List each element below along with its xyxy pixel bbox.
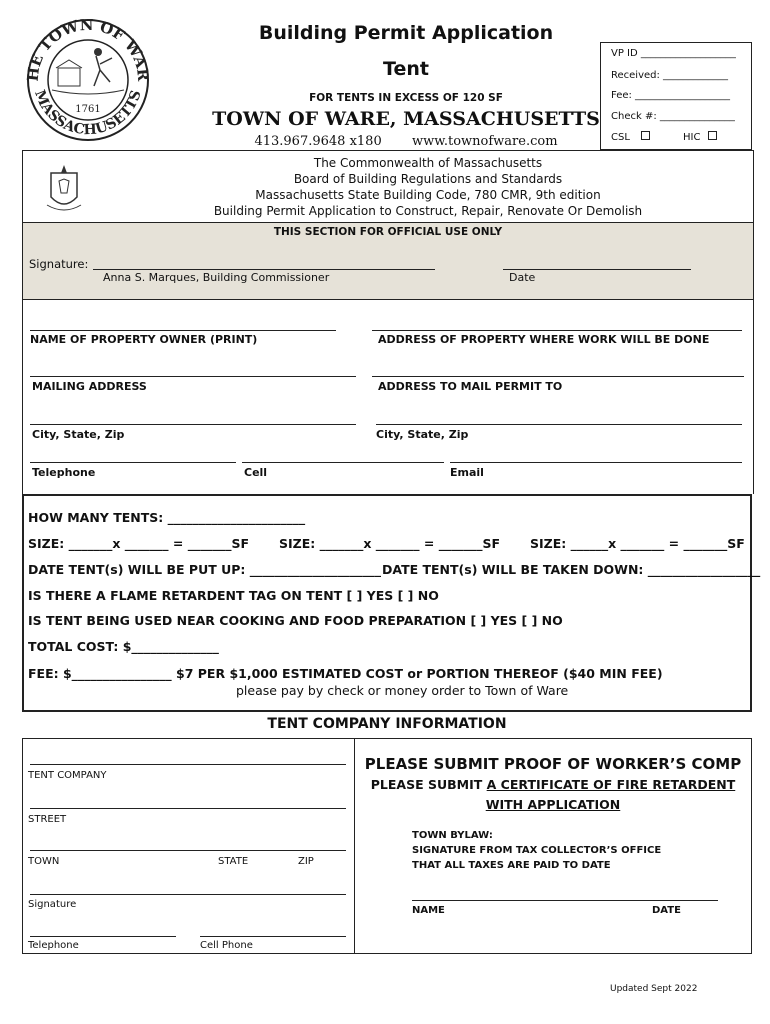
mailing-address-label: MAILING ADDRESS bbox=[32, 380, 147, 393]
city-line-1[interactable] bbox=[30, 424, 356, 425]
telephone-line[interactable] bbox=[30, 462, 236, 463]
street-label: STREET bbox=[28, 814, 67, 825]
office-box bbox=[600, 42, 752, 150]
state-line-1: The Commonwealth of Massachusetts bbox=[313, 156, 543, 170]
official-signature-line[interactable] bbox=[93, 269, 435, 270]
state-label: STATE bbox=[218, 856, 249, 867]
commissioner-name: Anna S. Marques, Building Commissioner bbox=[103, 271, 330, 284]
size-note: FOR TENTS IN EXCESS OF 120 SF bbox=[309, 92, 503, 104]
town-state-zip-line[interactable] bbox=[30, 850, 346, 851]
hic-label: HIC bbox=[683, 132, 701, 143]
official-use-section bbox=[22, 222, 754, 300]
svg-text:MASSACHUSETTS: MASSACHUSETTS bbox=[31, 87, 145, 139]
tax-date-label: DATE bbox=[652, 905, 681, 916]
date-down-field[interactable]: DATE TENT(s) WILL BE TAKEN DOWN: __________________ bbox=[382, 562, 761, 577]
hic-checkbox[interactable] bbox=[708, 131, 717, 140]
check-number-field[interactable]: Check #: _______________ bbox=[611, 111, 735, 122]
vp-id-field[interactable]: VP ID ___________________ bbox=[611, 48, 736, 59]
street-line[interactable] bbox=[30, 808, 346, 809]
cell-label: Cell bbox=[244, 466, 268, 479]
official-heading: THIS SECTION FOR OFFICIAL USE ONLY bbox=[273, 226, 503, 238]
official-date-line[interactable] bbox=[503, 269, 691, 270]
city-label-1: City, State, Zip bbox=[32, 428, 125, 441]
svg-text:THE TOWN OF WARE: HE TOWN OF WAR bbox=[23, 16, 153, 83]
bylaw-title: TOWN BYLAW: bbox=[412, 830, 493, 841]
town-seal bbox=[20, 16, 156, 144]
flame-retardent-question[interactable]: IS THERE A FLAME RETARDENT TAG ON TENT [ ] YES [ ] NO bbox=[28, 588, 439, 603]
zip-label: ZIP bbox=[298, 856, 314, 867]
company-divider bbox=[354, 738, 355, 954]
form-subtitle: Tent bbox=[383, 58, 429, 80]
fee-field[interactable]: Fee: ___________________ bbox=[611, 90, 731, 101]
work-address-line[interactable] bbox=[372, 330, 742, 331]
company-signature-line[interactable] bbox=[30, 894, 346, 895]
owner-name-label: NAME OF PROPERTY OWNER (PRINT) bbox=[30, 333, 258, 346]
state-block bbox=[22, 150, 754, 223]
received-field[interactable]: Received: _____________ bbox=[611, 70, 729, 81]
tent-company-label: TENT COMPANY bbox=[28, 770, 107, 781]
company-telephone-line[interactable] bbox=[30, 936, 176, 937]
work-address-label: ADDRESS OF PROPERTY WHERE WORK WILL BE DONE bbox=[378, 333, 710, 346]
company-signature-label: Signature bbox=[28, 899, 77, 910]
workers-comp-notice: PLEASE SUBMIT PROOF OF WORKER’S COMP bbox=[364, 755, 742, 773]
town-label: TOWN bbox=[28, 856, 60, 867]
email-label: Email bbox=[450, 466, 484, 479]
bylaw-line-3: THAT ALL TAXES ARE PAID TO DATE bbox=[412, 860, 611, 871]
form-title: Building Permit Application bbox=[258, 22, 554, 44]
owner-name-line[interactable] bbox=[30, 330, 336, 331]
how-many-tents-field[interactable]: HOW MANY TENTS: ______________________ bbox=[28, 510, 306, 525]
tent-company-line[interactable] bbox=[30, 764, 346, 765]
cooking-question[interactable]: IS TENT BEING USED NEAR COOKING AND FOOD PREPARATION [ ] YES [ ] NO bbox=[28, 613, 563, 628]
town-website: www.townofware.com bbox=[412, 134, 558, 149]
tax-signature-line[interactable] bbox=[412, 900, 718, 901]
fire-certificate-notice bbox=[360, 777, 746, 792]
cell-line[interactable] bbox=[242, 462, 444, 463]
mail-permit-line[interactable] bbox=[372, 376, 744, 377]
hic-checkbox-row[interactable] bbox=[683, 131, 717, 143]
city-label-2: City, State, Zip bbox=[376, 428, 469, 441]
town-name: TOWN OF WARE, MASSACHUSETTS bbox=[212, 108, 600, 130]
city-line-2[interactable] bbox=[376, 424, 742, 425]
state-line-2: Board of Building Regulations and Standards bbox=[293, 172, 563, 186]
svg-text:1761: 1761 bbox=[75, 104, 101, 115]
state-line-4: Building Permit Application to Construct, Repair, Renovate Or Demolish bbox=[213, 204, 643, 218]
owner-section bbox=[22, 298, 754, 494]
tax-name-label: NAME bbox=[412, 905, 445, 916]
official-date-label: Date bbox=[509, 271, 536, 284]
updated-date: Updated Sept 2022 bbox=[610, 984, 698, 994]
fee-field[interactable]: FEE: $________________ $7 PER $1,000 ESTIMATED COST or PORTION THEREOF ($40 MIN FEE) bbox=[28, 666, 663, 681]
state-line-3: Massachusetts State Building Code, 780 CMR, 9th edition bbox=[255, 188, 601, 202]
town-contact bbox=[200, 134, 612, 149]
csl-checkbox-row[interactable] bbox=[611, 131, 650, 143]
email-line[interactable] bbox=[450, 462, 742, 463]
mailing-address-line[interactable] bbox=[30, 376, 356, 377]
size-field-3[interactable]: SIZE: ______x _______ = _______SF bbox=[530, 536, 745, 551]
fire-certificate-prefix: PLEASE SUBMIT bbox=[370, 777, 487, 792]
tent-company-heading: TENT COMPANY INFORMATION bbox=[267, 716, 507, 732]
csl-label: CSL bbox=[611, 132, 630, 143]
telephone-label: Telephone bbox=[32, 466, 96, 479]
csl-checkbox[interactable] bbox=[641, 131, 650, 140]
company-cell-label: Cell Phone bbox=[200, 940, 253, 951]
total-cost-field[interactable]: TOTAL COST: $______________ bbox=[28, 639, 219, 654]
mail-permit-label: ADDRESS TO MAIL PERMIT TO bbox=[378, 380, 563, 393]
company-telephone-label: Telephone bbox=[28, 940, 79, 951]
bylaw-line-2: SIGNATURE FROM TAX COLLECTOR’S OFFICE bbox=[412, 845, 662, 856]
town-phone: 413.967.9648 x180 bbox=[254, 134, 382, 149]
commonwealth-seal bbox=[43, 161, 85, 215]
payment-note: please pay by check or money order to Town of Ware bbox=[236, 683, 569, 698]
signature-label: Signature: bbox=[29, 257, 89, 271]
company-cell-line[interactable] bbox=[200, 936, 346, 937]
size-field-2[interactable]: SIZE: _______x _______ = _______SF bbox=[279, 536, 500, 551]
size-field-1[interactable]: SIZE: _______x _______ = _______SF bbox=[28, 536, 249, 551]
fire-certificate-text: A CERTIFICATE OF FIRE RETARDENT bbox=[486, 777, 736, 792]
with-application-notice: WITH APPLICATION bbox=[485, 797, 621, 812]
date-up-field[interactable]: DATE TENT(s) WILL BE PUT UP: _____________________ bbox=[28, 562, 382, 577]
